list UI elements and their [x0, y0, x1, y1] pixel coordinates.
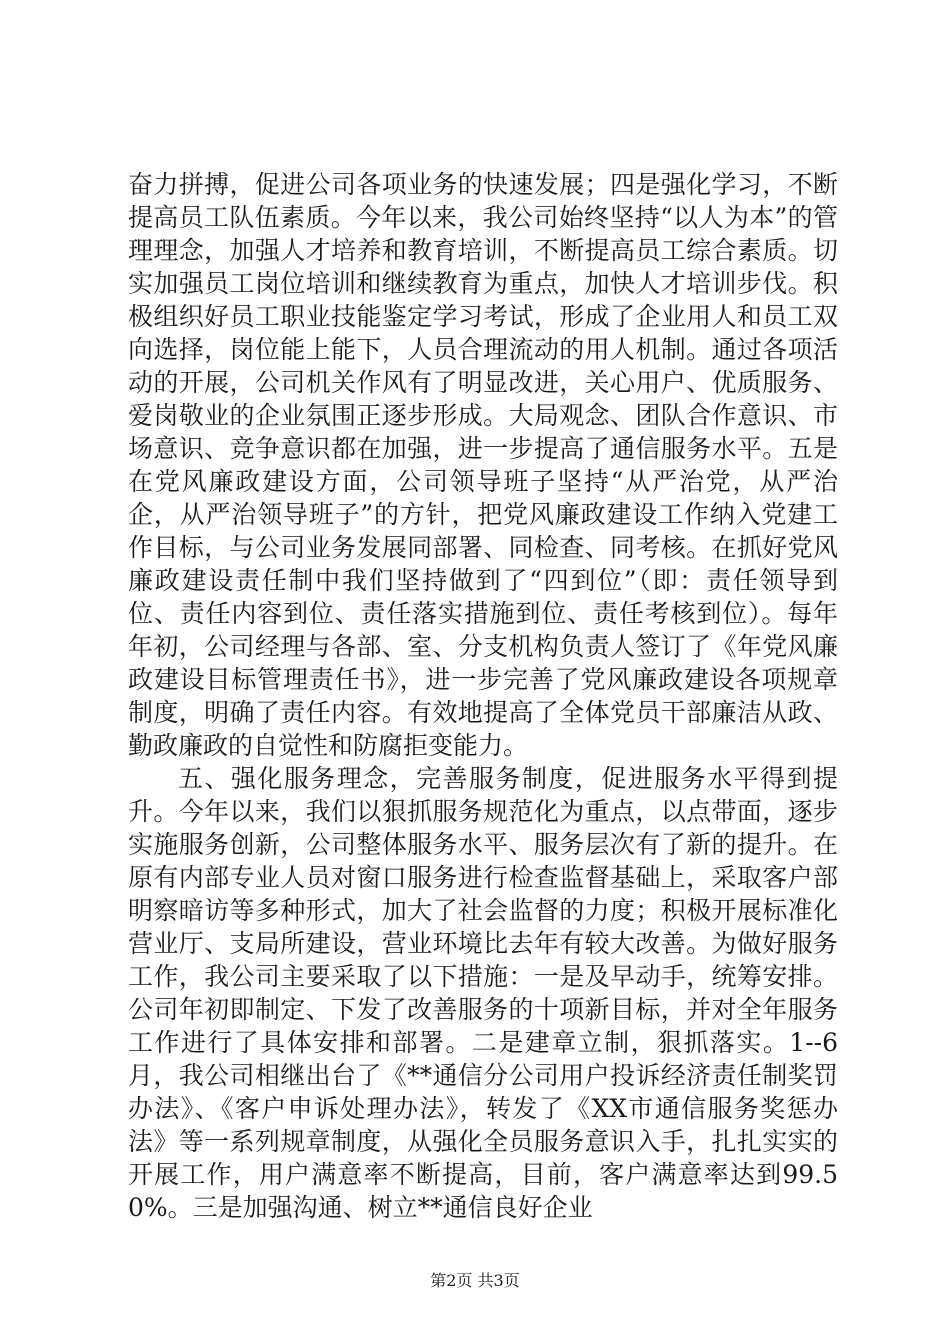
paragraph-continued: 奋力拼搏，促进公司各项业务的快速发展；四是强化学习，不断提高员工队伍素质。今年以来，我公司始终坚持“以人为本”的管理理念，加强人才培养和教育培训，不断提高员工综合素质。切实加强员工岗位培训和继续教育为重点，加快人才培训步伐。积极组织好员工职业技能鉴定学习考试，形成了企业用人和员工双向选择，岗位能上能下，人员合理流动的用人机制。通过各项活动的开展，公司机关作风有了明显改进，关心用户、优质服务、爱岗敬业的企业氛围正逐步形成。大局观念、团队合作意识、市场意识、竞争意识都在加强，进一步提高了通信服务水平。五是在党风廉政建设方面，公司领导班子坚持“从严治党，从严治企，从严治领导班子”的方针，把党风廉政建设工作纳入党建工作目标，与公司业务发展同部署、同检查、同考核。在抓好党风廉政建设责任制中我们坚持做到了“四到位”（即：责任领导到位、责任内容到位、责任落实措施到位、责任考核到位）。每年年初，公司经理与各部、室、分支机构负责人签订了《年党风廉政建设目标管理责任书》，进一步完善了党风廉政建设各项规章制度，明确了责任内容。有效地提高了全体党员干部廉洁从政、勤政廉政的自觉性和防腐拒变能力。	[128, 170, 838, 760]
page-footer	[0, 1271, 950, 1291]
page-number: 第2页 共3页	[430, 1271, 520, 1290]
paragraph-section-five: 五、强化服务理念，完善服务制度，促进服务水平得到提升。今年以来，我们以狠抓服务规范化为重点，以点带面，逐步实施服务创新，公司整体服务水平、服务层次有了新的提升。在原有内部专业人员对窗口服务进行检查监督基础上，采取客户部明察暗访等多种形式，加大了社会监督的力度；积极开展标准化营业厅、支局所建设，营业环境比去年有较大改善。为做好服务工作，我公司主要采取了以下措施：一是及早动手，统筹安排。公司年初即制定、下发了改善服务的十项新目标，并对全年服务工作进行了具体安排和部署。二是建章立制，狠抓落实。1--6月，我公司相继出台了《**通信分公司用户投诉经济责任制奖罚办法》、《客户申诉处理办法》，转发了《XX市通信服务奖惩办法》等一系列规章制度，从强化全员服务意识入手，扎扎实实的开展工作，用户满意率不断提高，目前，客户满意率达到99.50%。三是加强沟通、树立**通信良好企业	[128, 764, 838, 1222]
document-body	[128, 168, 838, 1224]
